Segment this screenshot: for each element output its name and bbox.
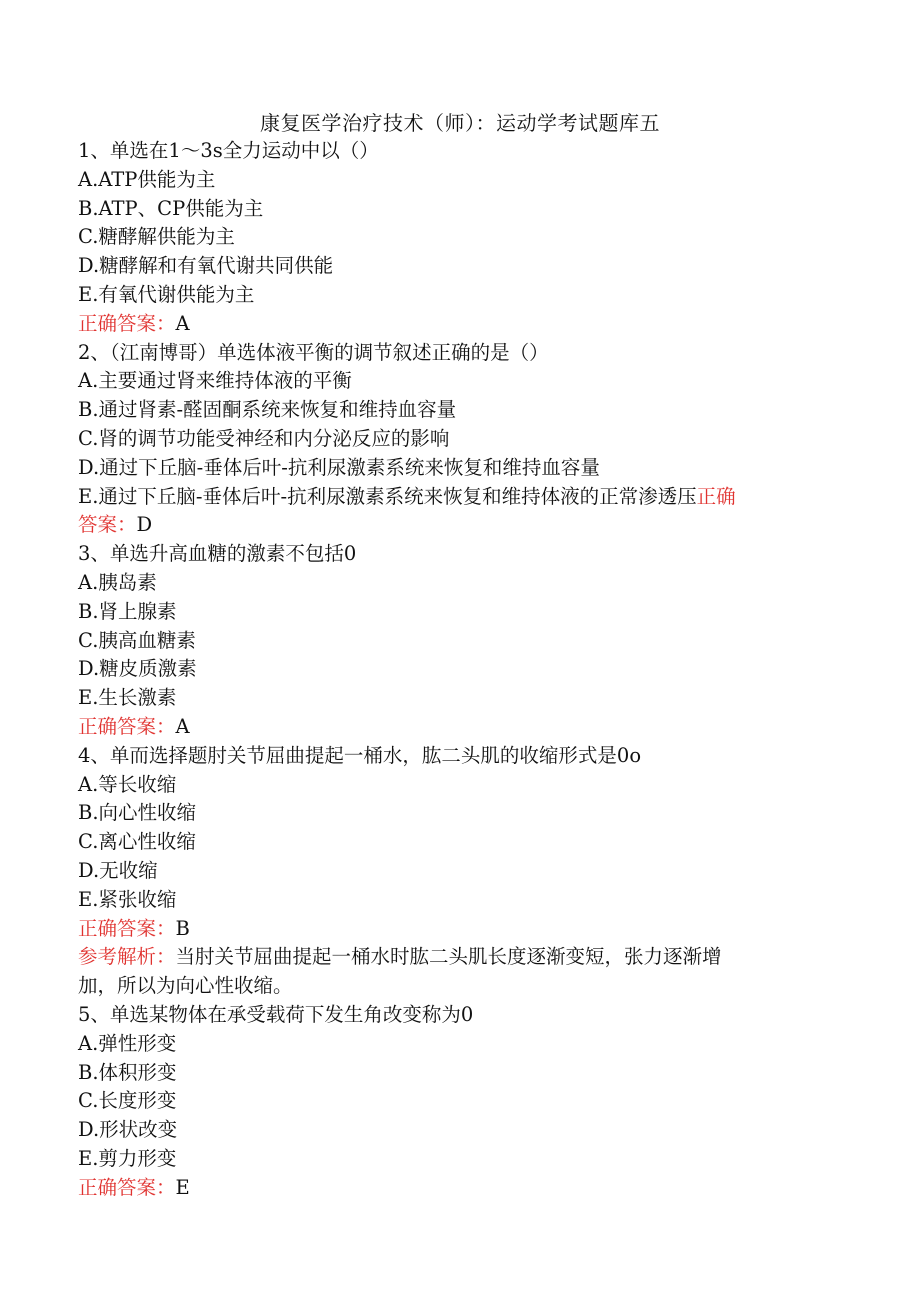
answer-label: 正确答案： — [78, 714, 176, 738]
option-b: B.肾上腺素 — [78, 599, 177, 623]
option-b: B.通过肾素-醛固酮系统来恢复和维持血容量 — [78, 398, 457, 422]
answer-label-part1: 正确 — [696, 484, 736, 508]
answer-value: B — [175, 916, 190, 940]
question-stem: 1、单选在1～3s全力运动中以（） — [78, 139, 379, 162]
option-b: B.向心性收缩 — [78, 801, 197, 825]
option-c: C.胰高血糖素 — [78, 628, 196, 652]
answer-line — [78, 1174, 818, 1203]
option-a: A.主要通过肾来维持体液的平衡 — [78, 369, 352, 393]
answer-label: 正确答案： — [78, 916, 176, 940]
answer-line — [78, 310, 818, 339]
answer-value: A — [175, 714, 190, 738]
question-4 — [78, 742, 818, 1001]
option-e: E.紧张收缩 — [78, 887, 177, 911]
question-stem: 3、单选升高血糖的激素不包括0 — [78, 542, 357, 566]
answer-line — [78, 713, 818, 742]
analysis-line-continued: 加，所以为向心性收缩。 — [78, 974, 293, 998]
analysis-text-1: 当肘关节屈曲提起一桶水时肱二头肌长度逐渐变短，张力逐渐增 — [175, 945, 722, 969]
answer-label-part2: 答案： — [78, 513, 137, 537]
option-c: C.肾的调节功能受神经和内分泌反应的影响 — [78, 426, 450, 450]
question-list — [78, 137, 818, 1202]
option-d: D.通过下丘脑-垂体后叶-抗利尿激素系统来恢复和维持血容量 — [78, 455, 600, 479]
option-d: D.无收缩 — [78, 858, 158, 882]
answer-label: 正确答案： — [78, 1175, 176, 1199]
answer-label: 正确答案： — [78, 311, 176, 335]
question-3 — [78, 540, 818, 742]
option-c: C.离心性收缩 — [78, 830, 196, 854]
analysis-line — [78, 943, 818, 972]
question-2 — [78, 339, 818, 541]
option-c: C.糖酵解供能为主 — [78, 225, 235, 249]
question-stem: 2、（江南博哥）单选体液平衡的调节叙述正确的是（） — [78, 340, 549, 364]
question-1 — [78, 137, 818, 339]
option-d: D.糖皮质激素 — [78, 657, 197, 681]
answer-value: E — [175, 1175, 190, 1199]
question-5 — [78, 1001, 818, 1203]
answer-line — [78, 511, 818, 540]
option-d: D.糖酵解和有氧代谢共同供能 — [78, 254, 334, 278]
option-a: A.弹性形变 — [78, 1031, 177, 1055]
document-title: 康复医学治疗技术（师）：运动学考试题库五 — [260, 111, 660, 135]
option-a: A.等长收缩 — [78, 772, 177, 796]
question-stem: 4、单而选择题肘关节屈曲提起一桶水，肱二头肌的收缩形式是0o — [78, 743, 642, 767]
option-d: D.形状改变 — [78, 1118, 178, 1142]
option-e: E.剪力形变 — [78, 1146, 177, 1170]
option-b: B.体积形变 — [78, 1060, 177, 1084]
question-stem: 5、单选某物体在承受载荷下发生角改变称为0 — [78, 1002, 474, 1026]
option-c: C.长度形变 — [78, 1089, 177, 1113]
option-b: B.ATP、CP供能为主 — [78, 196, 264, 220]
answer-value: A — [175, 311, 190, 335]
answer-line — [78, 915, 818, 944]
answer-value: D — [136, 513, 153, 537]
option-e-with-answer-label — [78, 483, 818, 512]
option-a: A.ATP供能为主 — [78, 167, 216, 191]
analysis-label: 参考解析： — [78, 945, 176, 969]
option-e: E.有氧代谢供能为主 — [78, 282, 255, 306]
option-a: A.胰岛素 — [78, 570, 157, 594]
option-e: E.生长激素 — [78, 686, 177, 710]
option-e: E.通过下丘脑-垂体后叶-抗利尿激素系统来恢复和维持体液的正常渗透压 — [78, 484, 697, 508]
